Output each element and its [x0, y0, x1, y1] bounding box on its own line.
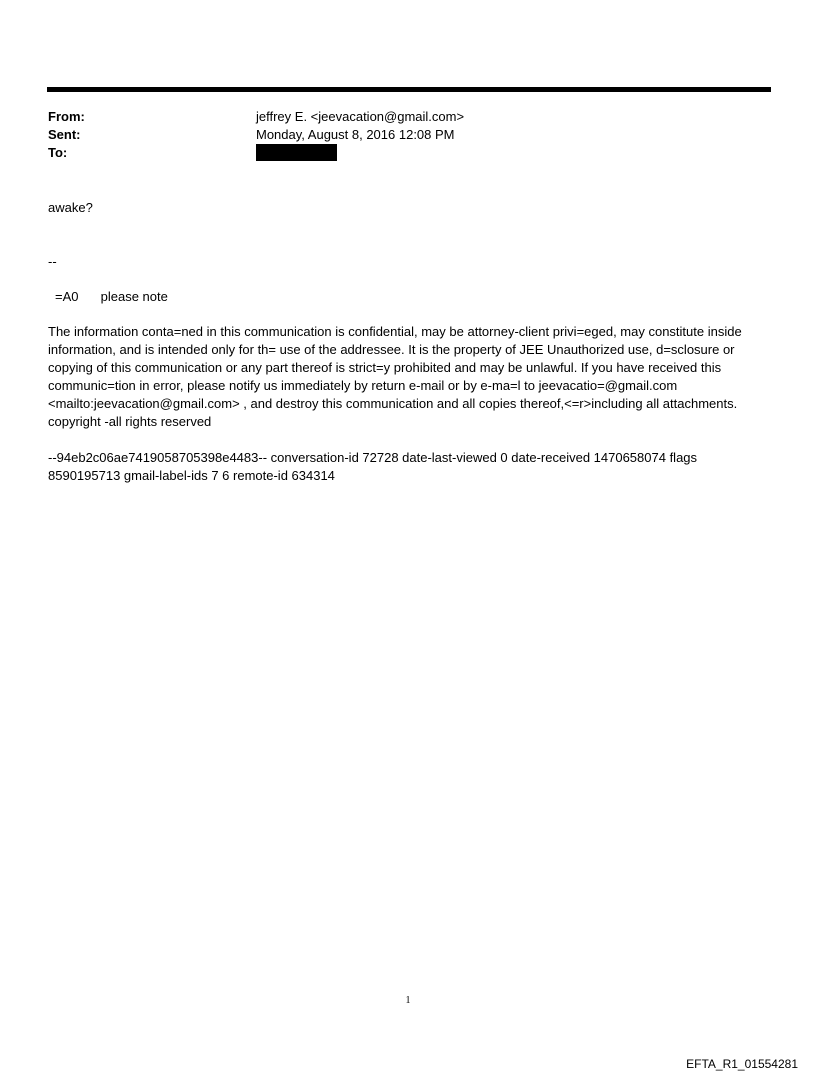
bates-number: EFTA_R1_01554281	[686, 1057, 798, 1071]
from-row	[48, 108, 768, 126]
page-number: 1	[405, 995, 411, 1006]
note-code: =A0	[55, 289, 79, 304]
signature-separator: --	[48, 254, 57, 269]
to-row	[48, 144, 768, 162]
note-line	[48, 288, 768, 306]
sent-label: Sent:	[48, 127, 81, 142]
to-label: To:	[48, 145, 68, 160]
confidentiality-disclaimer: The information conta=ned in this communication is confidential, may be attorney-client privi=eged, may constitute inside information, and is intended only for th= use of the addressee. It is the property of JEE Unauthorized use, d=sclosure or copying of this communication or any part thereof is strict=y prohibited and may be unlawful. If you have received this communic=tion in error, please notify us immediately by return e-mail or by e-ma=l to jeevacatio=@gmail.com <mailto:jeevacation@gmail.com> , and destroy this communication and all copies thereof,<=r>including all attachments. copyright -all rights reserved	[48, 324, 742, 429]
from-value: jeffrey E. <jeevacation@gmail.com>	[256, 109, 465, 124]
from-label: From:	[48, 109, 85, 124]
message-metadata-trailer: --94eb2c06ae7419058705398e4483-- conversation-id 72728 date-last-viewed 0 date-received 1470658074 flags 8590195713 gmail-label-ids 7 6 remote-id 634314	[48, 450, 698, 483]
email-header	[48, 108, 768, 162]
header-divider	[47, 87, 771, 92]
sent-value: Monday, August 8, 2016 12:08 PM	[256, 127, 455, 142]
message-greeting: awake?	[48, 200, 93, 215]
sent-row	[48, 126, 768, 144]
note-text: please note	[100, 289, 168, 304]
to-redaction-block	[256, 144, 337, 161]
